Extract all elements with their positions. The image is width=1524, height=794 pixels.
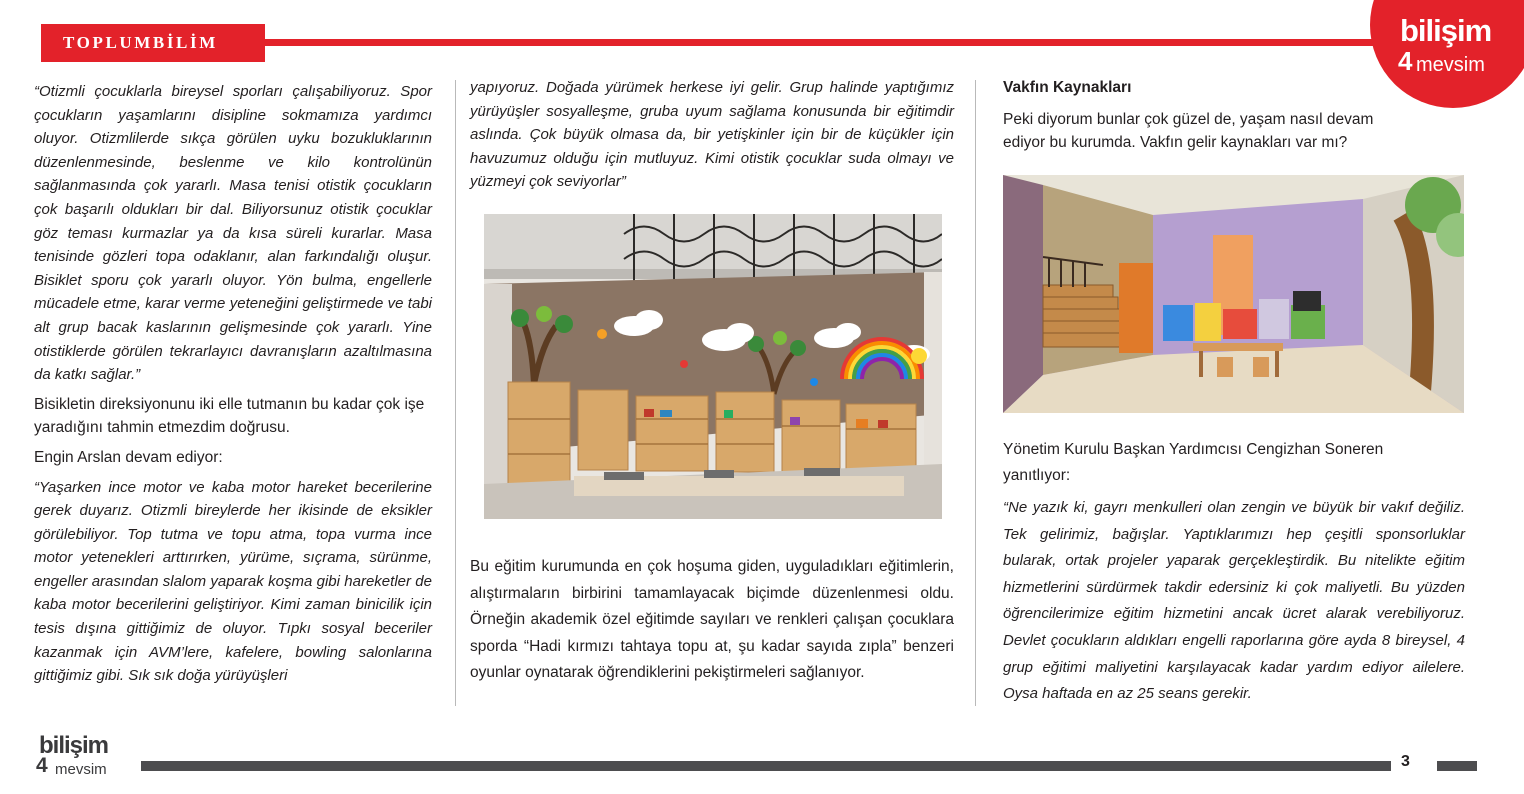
logo-word: bilişim <box>1400 13 1492 48</box>
footer-rule <box>141 761 1391 771</box>
column-3 <box>1003 76 1465 155</box>
stairway-room-photo <box>1003 175 1464 413</box>
footer-logo-sub: mevsim <box>55 761 107 778</box>
logo-sub: mevsim <box>1416 54 1485 76</box>
footer-logo-word: bilişim <box>39 732 109 759</box>
column-2 <box>470 76 954 194</box>
column-3-bottom <box>1003 437 1465 708</box>
footer-logo <box>36 732 136 782</box>
logo-number: 4 <box>1398 46 1413 76</box>
section-label-text: TOPLUMBİLİM <box>63 33 218 52</box>
column-1 <box>34 80 432 688</box>
footer-logo-number: 4 <box>36 754 48 777</box>
header-logo <box>1398 12 1518 82</box>
paragraph-integration: Bu eğitim kurumunda en çok hoşuma giden, uyguladıkları eğitimlerin, alıştırmaların birbirini tamamlayacak biçimde düzenlenmesi oldu. Örneğin akademik özel eğitimde sayıları ve renkleri çalışan çocuklara sporda “Hadi kırmızı tahtaya topu at, şu kadar sayıda zıpla” benzeri oyunlar oynatarak öğrendiklerini pekiştirmeleri sağlanıyor. <box>470 558 954 681</box>
quote-sports: “Otizmli çocuklarla bireysel sporları çalışabiliyoruz. Spor çocukların yaşamlarını disipline sokmamıza yardımcı oluyor. Otizmlilerde sıkça görülen uyku bozukluklarının düzenlenmesinde, beslenme ve kilo kontrolünün sağlanmasında çok yararlı. Masa tenisi otistik çocukların çok başarılı oldukları bir dal. Biliyorsunuz otistik çocuklar göz teması kurmazlar ya da kısa süreli kurarlar. Masa tenisinde gözleri topa odaklanır, alan farkındalığı oluşur. Bisiklet sporu çok yararlı oluyor. Yön bulma, engellerle mücadele etme, karar verme yeteneğini geliştirmede ve tabi alt grup bacak kaslarının gelişmesinde çok yararlı. Yine otistiklerde görülen tekrarlayıcı davranışların azaltılmasına da katkı sağlar.” <box>34 83 432 384</box>
question-paragraph: Peki diyorum bunlar çok güzel de, yaşam nasıl devam ediyor bu kurumda. Vakfın gelir kaynakları var mı? <box>1003 110 1374 152</box>
page-number: 3 <box>1401 753 1410 770</box>
paragraph-engin: Engin Arslan devam ediyor: <box>34 448 223 466</box>
classroom-photo <box>484 214 942 519</box>
column-divider-2 <box>975 80 976 706</box>
header-rule <box>265 39 1405 46</box>
paragraph-bicycle: Bisikletin direksiyonunu iki elle tutmanın bu kadar çok işe yaradığını tahmin etmezdim doğrusu. <box>34 395 425 437</box>
quote-continuation: yapıyoruz. Doğada yürümek herkese iyi gelir. Grup halinde yaptığımız yürüyüşler sosyalleşme, gruba uyum sağlama konusunda bir eğitimdir aslında. Çok büyük olmasa da, bir yetişkinler için bir de küçükler için havuzumuz olduğu için mutluyuz. Kimi otistik çocuklar suda olmayı ve yüzmeyi çok seviyorlar” <box>470 79 954 191</box>
quote-funding: “Ne yazık ki, gayrı menkulleri olan zengin ve büyük bir vakıf değiliz. Tek gelirimiz, bağışlar. Yaptıklarımızı hep çeşitli sponsorluklar bularak, ortak projeler yaparak gerçekleştirdik. Bu nitelikte eğitim hizmetlerini sürdürmek takdir edersiniz ki çok maliyetli. Bu yüzden öğrencilerimize eğitim hizmetini ancak ücret alarak verebiliyoruz. Devlet çocukların aldıkları engelli raporlarına göre ayda 8 bireysel, 4 grup eğitimi maliyetini karşılayacak kadar yardım ediyor ailelere. Oysa haftada en az 25 seans gerekir. <box>1003 499 1465 703</box>
column-divider-1 <box>455 80 456 706</box>
column-2-bottom <box>470 554 954 687</box>
quote-motor: “Yaşarken ince motor ve kaba motor hareket becerilerine gerek duyarız. Otizmli bireylerde her ikisinde de eksikler görülebiliyor. Top tutma ve topu atma, topa vurma ince motor yetenekleri arttırırken, yürüme, sıçrama, sürünme, engeller arasından slalom yaparak koşma gibi hareketler de kaba motor becerilerini geliştiriyor. Kimi zaman binicilik için tesis dışına gittiğimiz de oluyor. Tıpkı sosyal beceriler kazanmak için AVM’lere, kafelere, bowling salonlarına gittiğimiz gibi. Sık sık doğa yürüyüşleri <box>34 478 432 685</box>
footer-rule-end <box>1437 761 1477 771</box>
section-heading: Vakfın Kaynakları <box>1003 79 1132 96</box>
section-label <box>33 24 265 62</box>
paragraph-soneren: Yönetim Kurulu Başkan Yardımcısı Cengizhan Soneren yanıtlıyor: <box>1003 441 1384 484</box>
